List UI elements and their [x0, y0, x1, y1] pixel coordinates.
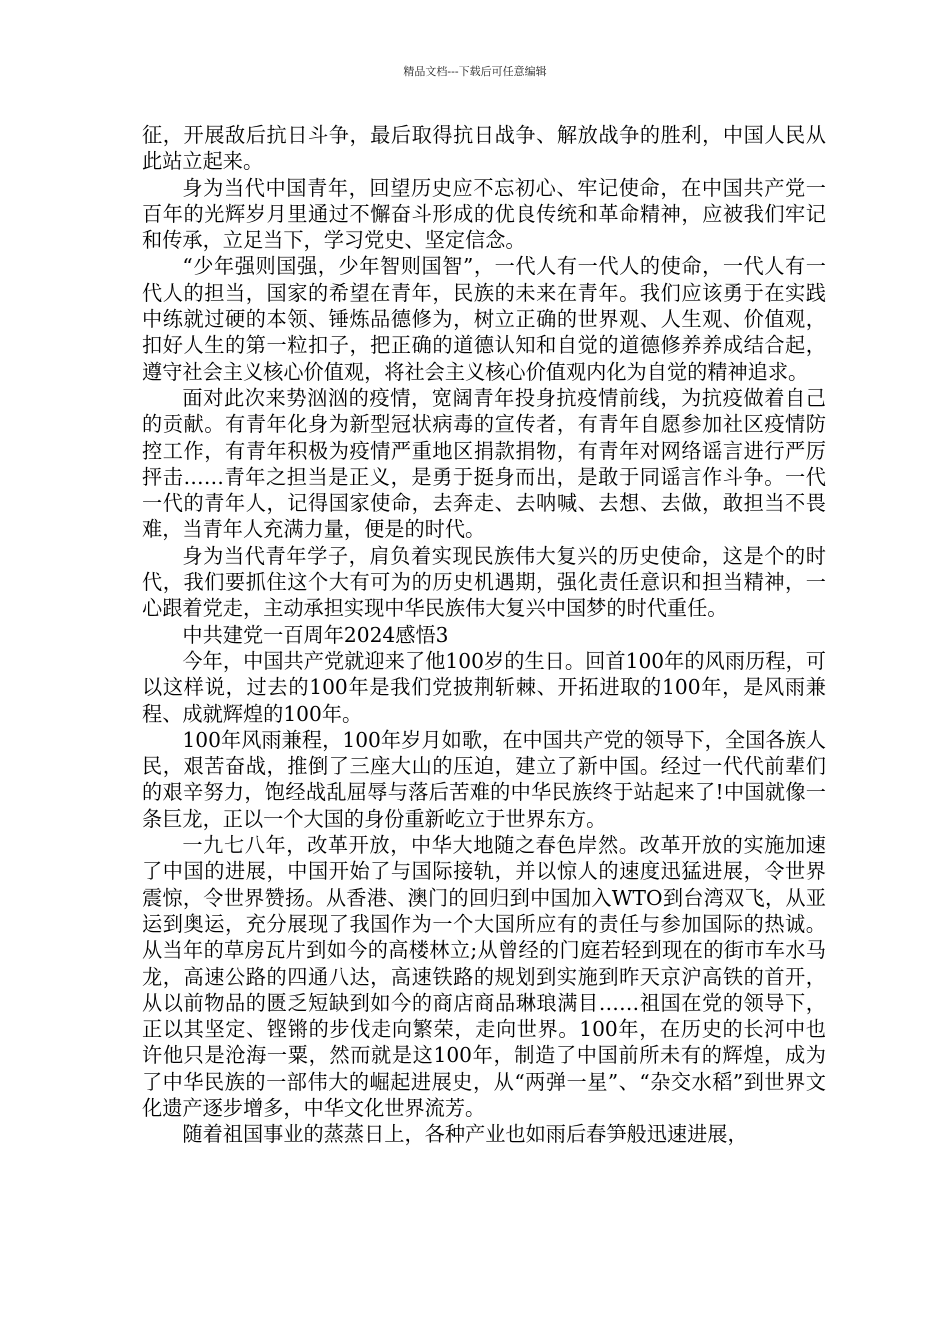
paragraph-6: 今年，中国共产党就迎来了他100岁的生日。回首100年的风雨历程，可以这样说，过去的100年是我们党披荆斩棘、开拓进取的100年，是风雨兼程、成就辉煌的100年。	[142, 648, 826, 726]
paragraph-7: 100年风雨兼程，100年岁月如歌，在中国共产党的领导下，全国各族人民，艰苦奋战，推倒了三座大山的压迫，建立了新中国。经过一代代前辈们的艰辛努力，饱经战乱屈辱与落后苦难的中华民族终于站起来了!中国就像一条巨龙，正以一个大国的身份重新屹立于世界东方。	[142, 727, 826, 831]
paragraph-9: 随着祖国事业的蒸蒸日上，各种产业也如雨后春笋般迅速进展，	[182, 1122, 748, 1147]
document-body	[142, 122, 826, 1148]
paragraph-2: 身为当代中国青年，回望历史应不忘初心、牢记使命，在中国共产党一百年的光辉岁月里通过不懈奋斗形成的优良传统和革命精神，应被我们牢记和传承，立足当下，学习党史、坚定信念。	[142, 175, 826, 253]
section-heading: 中共建党一百周年2024感悟3	[182, 622, 449, 647]
paragraph-5: 身为当代青年学子，肩负着实现民族伟大复兴的历史使命，这是个的时代，我们要抓住这个大有可为的历史机遇期，强化责任意识和担当精神，一心跟着党走，主动承担实现中华民族伟大复兴中国梦的时代重任。	[142, 543, 826, 621]
paragraph-1: 征，开展敌后抗日斗争，最后取得抗日战争、解放战争的胜利，中国人民从此站立起来。	[142, 123, 826, 174]
paragraph-4: 面对此次来势汹汹的疫情，宽阔青年投身抗疫情前线，为抗疫做着自己的贡献。有青年化身为新型冠状病毒的宣传者，有青年自愿参加社区疫情防控工作，有青年积极为疫情严重地区捐款捐物，有青年对网络谣言进行严厉抨击……青年之担当是正义，是勇于挺身而出，是敢于同谣言作斗争。一代一代的青年人，记得国家使命，去奔走、去呐喊、去想、去做，敢担当不畏难，当青年人充满力量，便是的时代。	[142, 385, 826, 542]
paragraph-3: “少年强则国强，少年智则国智”，一代人有一代人的使命，一代人有一代人的担当，国家的希望在青年，民族的未来在青年。我们应该勇于在实践中练就过硬的本领、锤炼品德修为，树立正确的世界观、人生观、价值观，扣好人生的第一粒扣子，把正确的道德认知和自觉的道德修养养成结合起，遵守社会主义核心价值观，将社会主义核心价值观内化为自觉的精神追求。	[142, 254, 826, 384]
paragraph-8: 一九七八年，改革开放，中华大地随之春色岸然。改革开放的实施加速了中国的进展，中国开始了与国际接轨，并以惊人的速度迅猛进展，令世界震惊，令世界赞扬。从香港、澳门的回归到中国加入WTO到台湾双飞，从亚运到奥运，充分展现了我国作为一个大国所应有的责任与参加国际的热诚。从当年的草房瓦片到如今的高楼林立;从曾经的门庭若轻到现在的街市车水马龙，高速公路的四通八达，高速铁路的规划到实施到昨天京沪高铁的首开，从以前物品的匮乏短缺到如今的商店商品琳琅满目……祖国在党的领导下，正以其坚定、铿锵的步伐走向繁荣，走向世界。100年，在历史的长河中也许他只是沧海一粟，然而就是这100年，制造了中国前所未有的辉煌，成为了中华民族的一部伟大的崛起进展史，从“两弹一星”、“杂交水稻”到世界文化遗产逐步增多，中华文化世界流芳。	[142, 833, 826, 1120]
page-header: 精品文档---下载后可任意编辑	[403, 65, 547, 78]
